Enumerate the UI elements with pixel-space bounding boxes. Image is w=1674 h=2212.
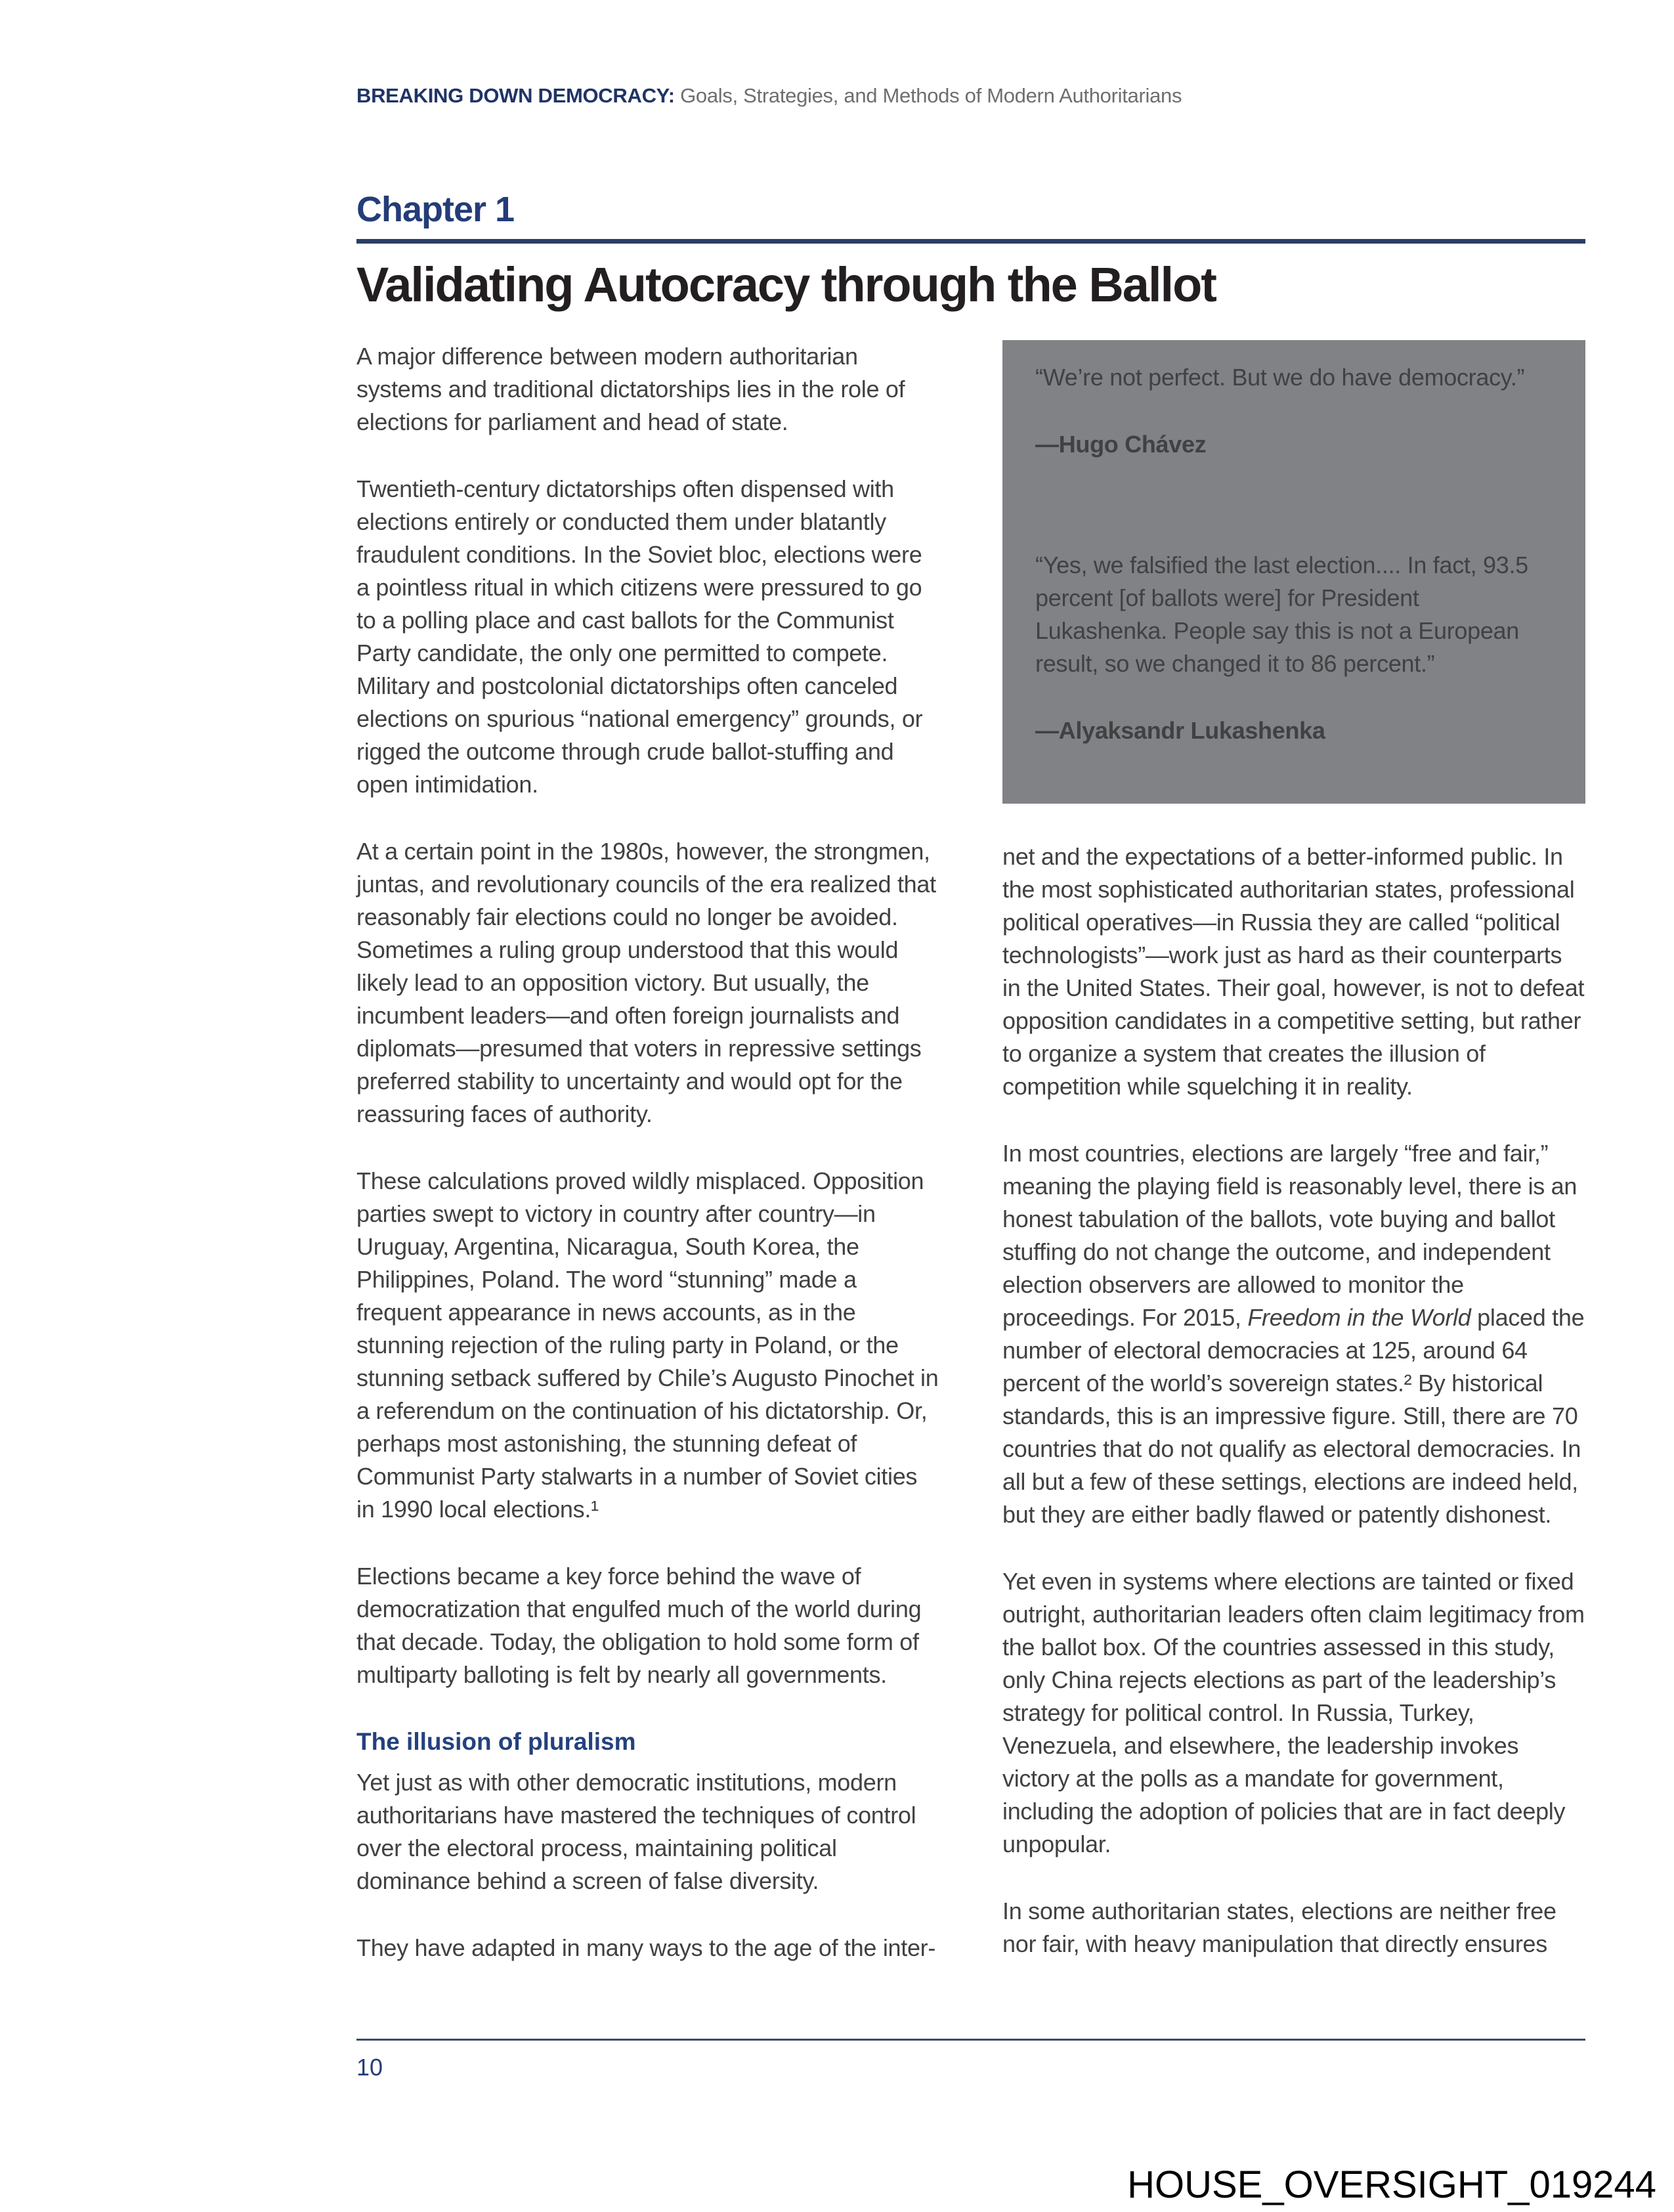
chapter-rule-divider: [356, 239, 1585, 244]
body-paragraph: net and the expectations of a better-informed public. In the most sophisticated authoritarian states, professional political operatives—in Russia they are called “political technologists”—work just as hard as their counterparts in the United States. Their goal, however, is not to defeat opposition candidates in a competitive setting, but rather to organize a system that creates the illusion of competition while squelching it in reality.: [1002, 843, 1585, 1100]
body-paragraph: [1002, 1137, 1585, 1531]
body-paragraph: These calculations proved wildly misplaced. Opposition parties swept to victory in country after country—in Uruguay, Argentina, Nicaragua, South Korea, the Philippines, Poland. The word “stunning” made a frequent appearance in news accounts, as in the stunning rejection of the ruling party in Poland, or the stunning setback suffered by Chile’s Augusto Pinochet in a referendum on the continuation of his dictatorship. Or, perhaps most astonishing, the stunning defeat of Communist Party stalwarts in a number of Soviet cities in 1990 local elections.¹: [356, 1167, 939, 1523]
quote-attribution: —Hugo Chávez: [1035, 431, 1207, 458]
section-heading: The illusion of pluralism: [356, 1728, 636, 1755]
left-column: [356, 340, 939, 1999]
chapter-block: [356, 190, 1585, 312]
bates-stamp: HOUSE_OVERSIGHT_019244: [1127, 2163, 1656, 2206]
chapter-label: Chapter 1: [356, 190, 515, 229]
body-paragraph: Yet just as with other democratic institutions, modern authoritarians have mastered the techniques of control over the electoral process, maintaining political dominance behind a screen of false diversity.: [356, 1769, 916, 1894]
quote-attribution: —Alyaksandr Lukashenka: [1035, 717, 1325, 744]
report-subtitle: Goals, Strategies, and Methods of Modern Authoritarians: [674, 84, 1182, 107]
page-number: 10: [356, 2054, 383, 2081]
quote-text: “We’re not perfect. But we do have democracy.”: [1035, 364, 1525, 391]
footer-rule-divider: [356, 2039, 1585, 2041]
paragraph-segment: placed the number of electoral democracies at 125, around 64 percent of the world’s sovereign states.² By historical standards, this is an impressive figure. Still, there are 70 countries that do not qualify as electoral democracies. In all but a few of these settings, elections are indeed held, but they are either badly flawed or patently dishonest.: [1002, 1304, 1585, 1528]
right-column: [1002, 340, 1585, 1999]
body-paragraph: Elections became a key force behind the wave of democratization that engulfed much of the world during that decade. Today, the obligation to hold some form of multiparty balloting is felt by nearly all governments.: [356, 1563, 922, 1688]
body-columns: [356, 340, 1585, 1999]
body-paragraph: They have adapted in many ways to the age of the inter-: [356, 1934, 936, 1961]
body-paragraph: Twentieth-century dictatorships often dispensed with elections entirely or conducted them under blatantly fraudulent conditions. In the Soviet bloc, elections were a pointless ritual in which citizens were pressured to go to a polling place and cast ballots for the Communist Party candidate, the only one permitted to compete. Military and postcolonial dictatorships often canceled elections on spurious “national emergency” grounds, or rigged the outcome through crude ballot-stuffing and open intimidation.: [356, 475, 923, 798]
quote-text: “Yes, we falsified the last election.... In fact, 93.5 percent [of ballots were] for President Lukashenka. People say this is not a European result, so we changed it to 86 percent.”: [1035, 552, 1528, 677]
paragraph-segment: In most countries, elections are largely “free and fair,” meaning the playing field is reasonably level, there is an honest tabulation of the ballots, vote buying and ballot stuffing do not change the outcome, and independent election observers are allowed to monitor the proceedings. For 2015,: [1002, 1140, 1577, 1331]
body-paragraph: At a certain point in the 1980s, however, the strongmen, juntas, and revolutionary councils of the era realized that reasonably fair elections could no longer be avoided. Sometimes a ruling group understood that this would likely lead to an opposition victory. But usually, the incumbent leaders—and often foreign journalists and diplomats—presumed that voters in repressive settings preferred stability to uncertainty and would opt for the reassuring faces of authority.: [356, 838, 936, 1127]
report-title: BREAKING DOWN DEMOCRACY:: [356, 84, 675, 107]
pull-quote-box: [1002, 340, 1585, 804]
running-header: [356, 84, 1585, 108]
quote-spacer: [1035, 495, 1553, 549]
body-paragraph: Yet even in systems where elections are tainted or fixed outright, authoritarian leaders often claim legitimacy from the ballot box. Of the countries assessed in this study, only China rejects elections as part of the leadership’s strategy for political control. In Russia, Turkey, Venezuela, and elsewhere, the leadership invokes victory at the polls as a mandate for government, including the adoption of policies that are in fact deeply unpopular.: [1002, 1568, 1585, 1857]
body-paragraph: A major difference between modern authoritarian systems and traditional dictatorships lies in the role of elections for parliament and head of state.: [356, 343, 905, 435]
page-title: Validating Autocracy through the Ballot: [356, 257, 1216, 312]
body-paragraph: In some authoritarian states, elections are neither free nor fair, with heavy manipulation that directly ensures: [1002, 1898, 1556, 1957]
italic-work-title: Freedom in the World: [1247, 1304, 1471, 1331]
